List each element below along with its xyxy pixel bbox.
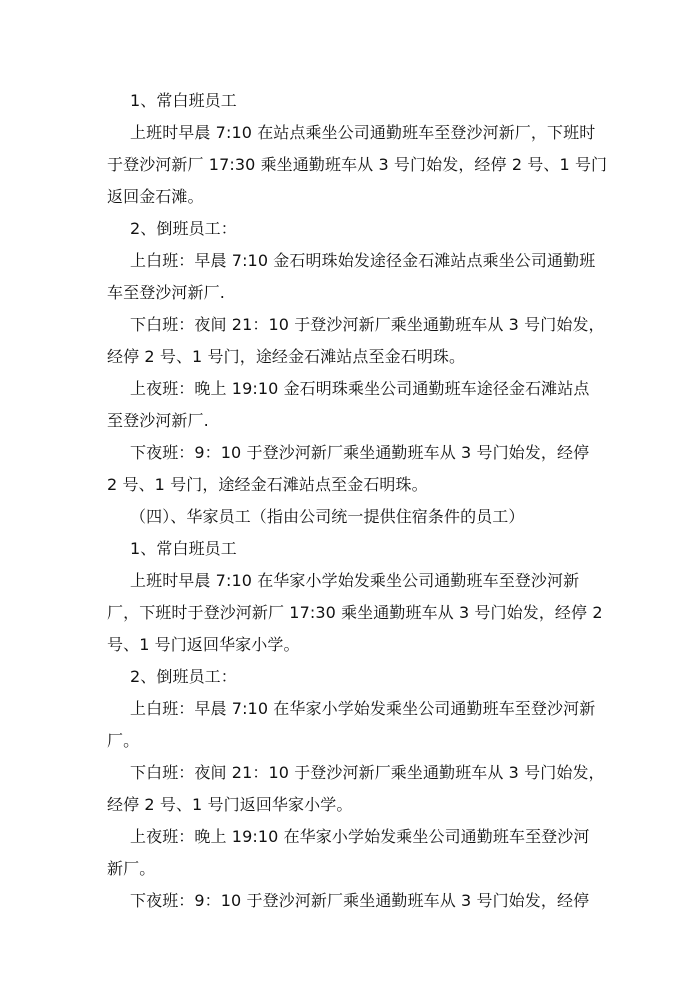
paragraph-line: 下夜班：9：10 于登沙河新厂乘坐通勤班车从 3 号门始发，经停 xyxy=(130,891,590,910)
paragraph-line: 上夜班：晚上 19:10 在华家小学始发乘坐公司通勤班车至登沙河 xyxy=(130,827,590,846)
paragraph-line: 经停 2 号、1 号门，途经金石滩站点至金石明珠。 xyxy=(107,347,466,366)
paragraph-line: 下夜班：9：10 于登沙河新厂乘坐通勤班车从 3 号门始发，经停 xyxy=(130,443,590,462)
paragraph-line: 新厂。 xyxy=(107,859,156,878)
paragraph-line: 2 号、1 号门，途经金石滩站点至金石明珠。 xyxy=(107,475,428,494)
paragraph-line: 上白班：早晨 7:10 在华家小学始发乘坐公司通勤班车至登沙河新 xyxy=(130,699,596,718)
paragraph-line: 下白班：夜间 21：10 于登沙河新厂乘坐通勤班车从 3 号门始发， xyxy=(130,763,605,782)
paragraph-line: 厂。 xyxy=(107,731,140,750)
section-heading-huajia-employees: （四）、华家员工（指由公司统一提供住宿条件的员工） xyxy=(130,507,525,526)
section-heading-shift-workers: 2、倒班员工： xyxy=(130,667,237,686)
paragraph-line: 上班时早晨 7:10 在站点乘坐公司通勤班车至登沙河新厂，下班时 xyxy=(130,123,596,142)
paragraph-line: 车至登沙河新厂. xyxy=(107,283,225,302)
paragraph-line: 上班时早晨 7:10 在华家小学始发乘坐公司通勤班车至登沙河新 xyxy=(130,571,580,590)
paragraph-line: 经停 2 号、1 号门返回华家小学。 xyxy=(107,795,353,814)
section-heading-day-shift: 1、常白班员工 xyxy=(130,91,237,110)
paragraph-line: 上白班：早晨 7:10 金石明珠始发途径金石滩站点乘坐公司通勤班 xyxy=(130,251,596,270)
section-heading-shift-workers: 2、倒班员工： xyxy=(130,219,237,238)
paragraph-line: 上夜班：晚上 19:10 金石明珠乘坐公司通勤班车途径金石滩站点 xyxy=(130,379,590,398)
paragraph-line: 下白班：夜间 21：10 于登沙河新厂乘坐通勤班车从 3 号门始发， xyxy=(130,315,605,334)
paragraph-line: 至登沙河新厂. xyxy=(107,411,209,430)
paragraph-line: 返回金石滩。 xyxy=(107,187,204,206)
paragraph-line: 号、1 号门返回华家小学。 xyxy=(107,635,300,654)
section-heading-day-shift: 1、常白班员工 xyxy=(130,539,237,558)
paragraph-line: 厂，下班时于登沙河新厂 17:30 乘坐通勤班车从 3 号门始发，经停 2 xyxy=(107,603,603,622)
paragraph-line: 于登沙河新厂 17:30 乘坐通勤班车从 3 号门始发，经停 2 号、1 号门 xyxy=(107,155,608,174)
